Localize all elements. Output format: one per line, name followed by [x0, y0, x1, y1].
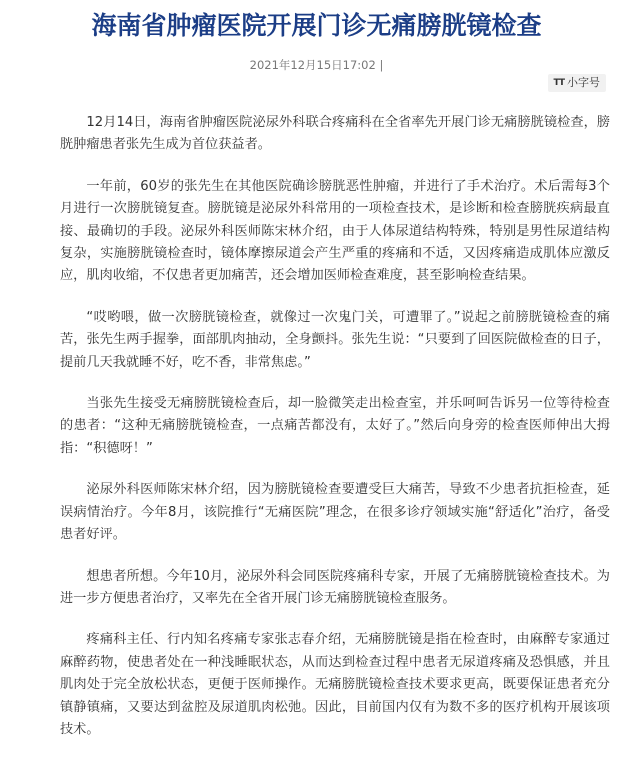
- article-body: [60, 112, 610, 760]
- article-title: 海南省肿瘤医院开展门诊无痛膀胱镜检查: [91, 11, 542, 40]
- article-paragraph: 疼痛科主任、行内知名疼痛专家张志春介绍，无痛膀胱镜是指在检查时，由麻醉专家通过麻醉药物，使患者处在一种浅睡眠状态，从而达到检查过程中患者无尿道疼痛及恐惧感，并且肌肉处于完全放松状态，更便于医师操作。无痛膀胱镜检查技术要求更高，既要保证患者充分镇静镇痛，又要达到盆腔及尿道肌肉松弛。因此，目前国内仅有为数不多的医疗机构开展该项技术。: [60, 632, 610, 737]
- article-paragraph: 当张先生接受无痛膀胱镜检查后，却一脸微笑走出检查室，并乐呵呵告诉另一位等待检查的患者：“这种无痛膀胱镜检查，一点痛苦都没有，太好了。”然后向身旁的检查医师伸出大拇指：“积德呀！”: [60, 396, 610, 456]
- article-paragraph: 泌尿外科医师陈宋林介绍，因为膀胱镜检查要遭受巨大痛苦，导致不少患者抗拒检查，延误病情治疗。今年8月，该院推行“无痛医院”理念，在很多诊疗领域实施“舒适化”治疗，备受患者好评。: [60, 482, 610, 543]
- font-size-icon: TT: [553, 78, 564, 88]
- article-paragraph: “哎哟喂，做一次膀胱镜检查，就像过一次鬼门关，可遭罪了。”说起之前膀胱镜检查的痛苦，张先生两手握拳，面部肌肉抽动，全身颤抖。张先生说：“只要到了回医院做检查的日子，提前几天我就睡不好，吃不香，非常焦虑。”: [60, 309, 610, 370]
- article-paragraph: 想患者所想。今年10月，泌尿外科会同医院疼痛科专家，开展了无痛膀胱镜检查技术。为进一步方便患者治疗，又率先在全省开展门诊无痛膀胱镜检查服务。: [60, 568, 610, 606]
- article-paragraph: 一年前，60岁的张先生在其他医院确诊膀胱恶性肿瘤，并进行了手术治疗。术后需每3个月进行一次膀胱镜复查。膀胱镜是泌尿外科常用的一项检查技术，是诊断和检查膀胱疾病最直接、最确切的手段。泌尿外科医师陈宋林介绍，由于人体尿道结构特殊，特别是男性尿道结构复杂，实施膀胱镜检查时，镜体摩擦尿道会产生严重的疼痛和不适，又因疼痛造成肌体应激反应，肌肉收缩，不仅患者更加痛苦，还会增加医师检查难度，甚至影响检查结果。: [60, 178, 610, 284]
- article-meta: 2021年12月15日17:02 |: [249, 58, 384, 72]
- article-paragraph: 12月14日，海南省肿瘤医院泌尿外科联合疼痛科在全省率先开展门诊无痛膀胱镜检查，膀胱肿瘤患者张先生成为首位获益者。: [60, 115, 610, 153]
- font-size-label: 小字号: [567, 76, 600, 89]
- font-size-toggle-button[interactable]: [548, 74, 607, 92]
